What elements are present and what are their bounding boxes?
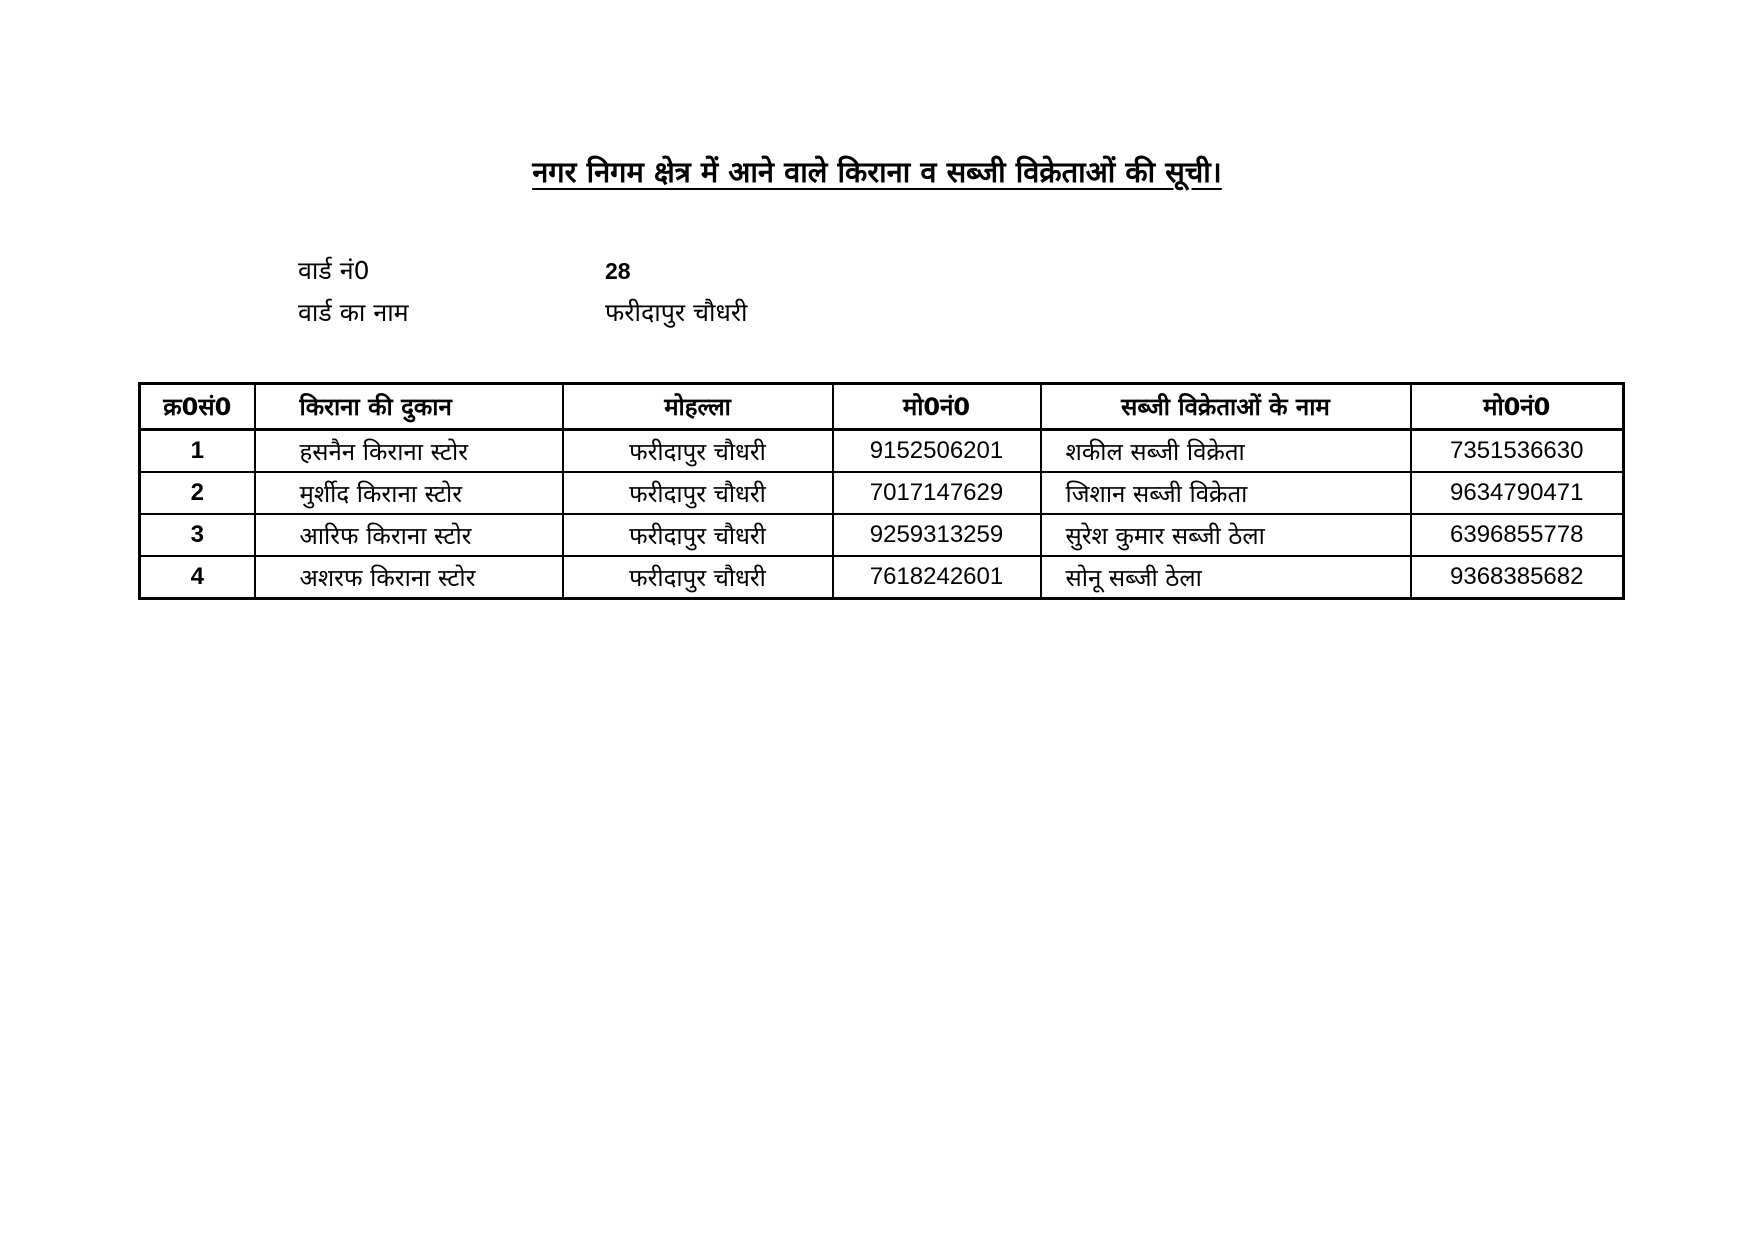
page-title-text: नगर निगम क्षेत्र में आने वाले किराना व सब्जी विक्रेताओं की सूची। bbox=[532, 155, 1222, 189]
header-mobile-number: मो0नं0 bbox=[833, 384, 1041, 430]
table-row bbox=[140, 430, 1624, 473]
serial-number-cell: 3 bbox=[140, 514, 255, 556]
shop-mobile-cell: 9259313259 bbox=[833, 514, 1041, 556]
serial-number-cell: 4 bbox=[140, 556, 255, 599]
locality-cell: फरीदापुर चौधरी bbox=[563, 430, 833, 473]
vendor-name-cell: जिशान सब्जी विक्रेता bbox=[1041, 472, 1411, 514]
header-grocery-shop: किराना की दुकान bbox=[255, 384, 563, 430]
table-row bbox=[140, 514, 1624, 556]
ward-number-label: वार्ड नं0 bbox=[298, 256, 370, 285]
vendor-name-cell: सुरेश कुमार सब्जी ठेला bbox=[1041, 514, 1411, 556]
vendor-mobile-cell: 9634790471 bbox=[1411, 472, 1624, 514]
locality-cell: फरीदापुर चौधरी bbox=[563, 514, 833, 556]
vendor-name-cell: सोनू सब्जी ठेला bbox=[1041, 556, 1411, 599]
shop-name-cell: हसनैन किराना स्टोर bbox=[255, 430, 563, 473]
shop-name-cell: अशरफ किराना स्टोर bbox=[255, 556, 563, 599]
table-row bbox=[140, 472, 1624, 514]
shop-name-cell: आरिफ किराना स्टोर bbox=[255, 514, 563, 556]
vendor-name-cell: शकील सब्जी विक्रेता bbox=[1041, 430, 1411, 473]
page-title bbox=[0, 152, 1754, 191]
vendor-mobile-cell: 7351536630 bbox=[1411, 430, 1624, 473]
header-locality: मोहल्ला bbox=[563, 384, 833, 430]
locality-cell: फरीदापुर चौधरी bbox=[563, 472, 833, 514]
serial-number-cell: 2 bbox=[140, 472, 255, 514]
ward-name-label: वार्ड का नाम bbox=[298, 298, 409, 327]
header-vegetable-vendor-name: सब्जी विक्रेताओं के नाम bbox=[1041, 384, 1411, 430]
vendor-table bbox=[138, 382, 1625, 600]
locality-cell: फरीदापुर चौधरी bbox=[563, 556, 833, 599]
shop-mobile-cell: 9152506201 bbox=[833, 430, 1041, 473]
shop-mobile-cell: 7017147629 bbox=[833, 472, 1041, 514]
shop-name-cell: मुर्शीद किराना स्टोर bbox=[255, 472, 563, 514]
vendor-mobile-cell: 6396855778 bbox=[1411, 514, 1624, 556]
table-header-row bbox=[140, 384, 1624, 430]
shop-mobile-cell: 7618242601 bbox=[833, 556, 1041, 599]
header-serial-number: क्र0सं0 bbox=[140, 384, 255, 430]
vendor-mobile-cell: 9368385682 bbox=[1411, 556, 1624, 599]
ward-number-value: 28 bbox=[605, 258, 631, 284]
table-row bbox=[140, 556, 1624, 599]
header-vendor-mobile-number: मो0नं0 bbox=[1411, 384, 1624, 430]
ward-name-value: फरीदापुर चौधरी bbox=[605, 298, 748, 327]
serial-number-cell: 1 bbox=[140, 430, 255, 473]
